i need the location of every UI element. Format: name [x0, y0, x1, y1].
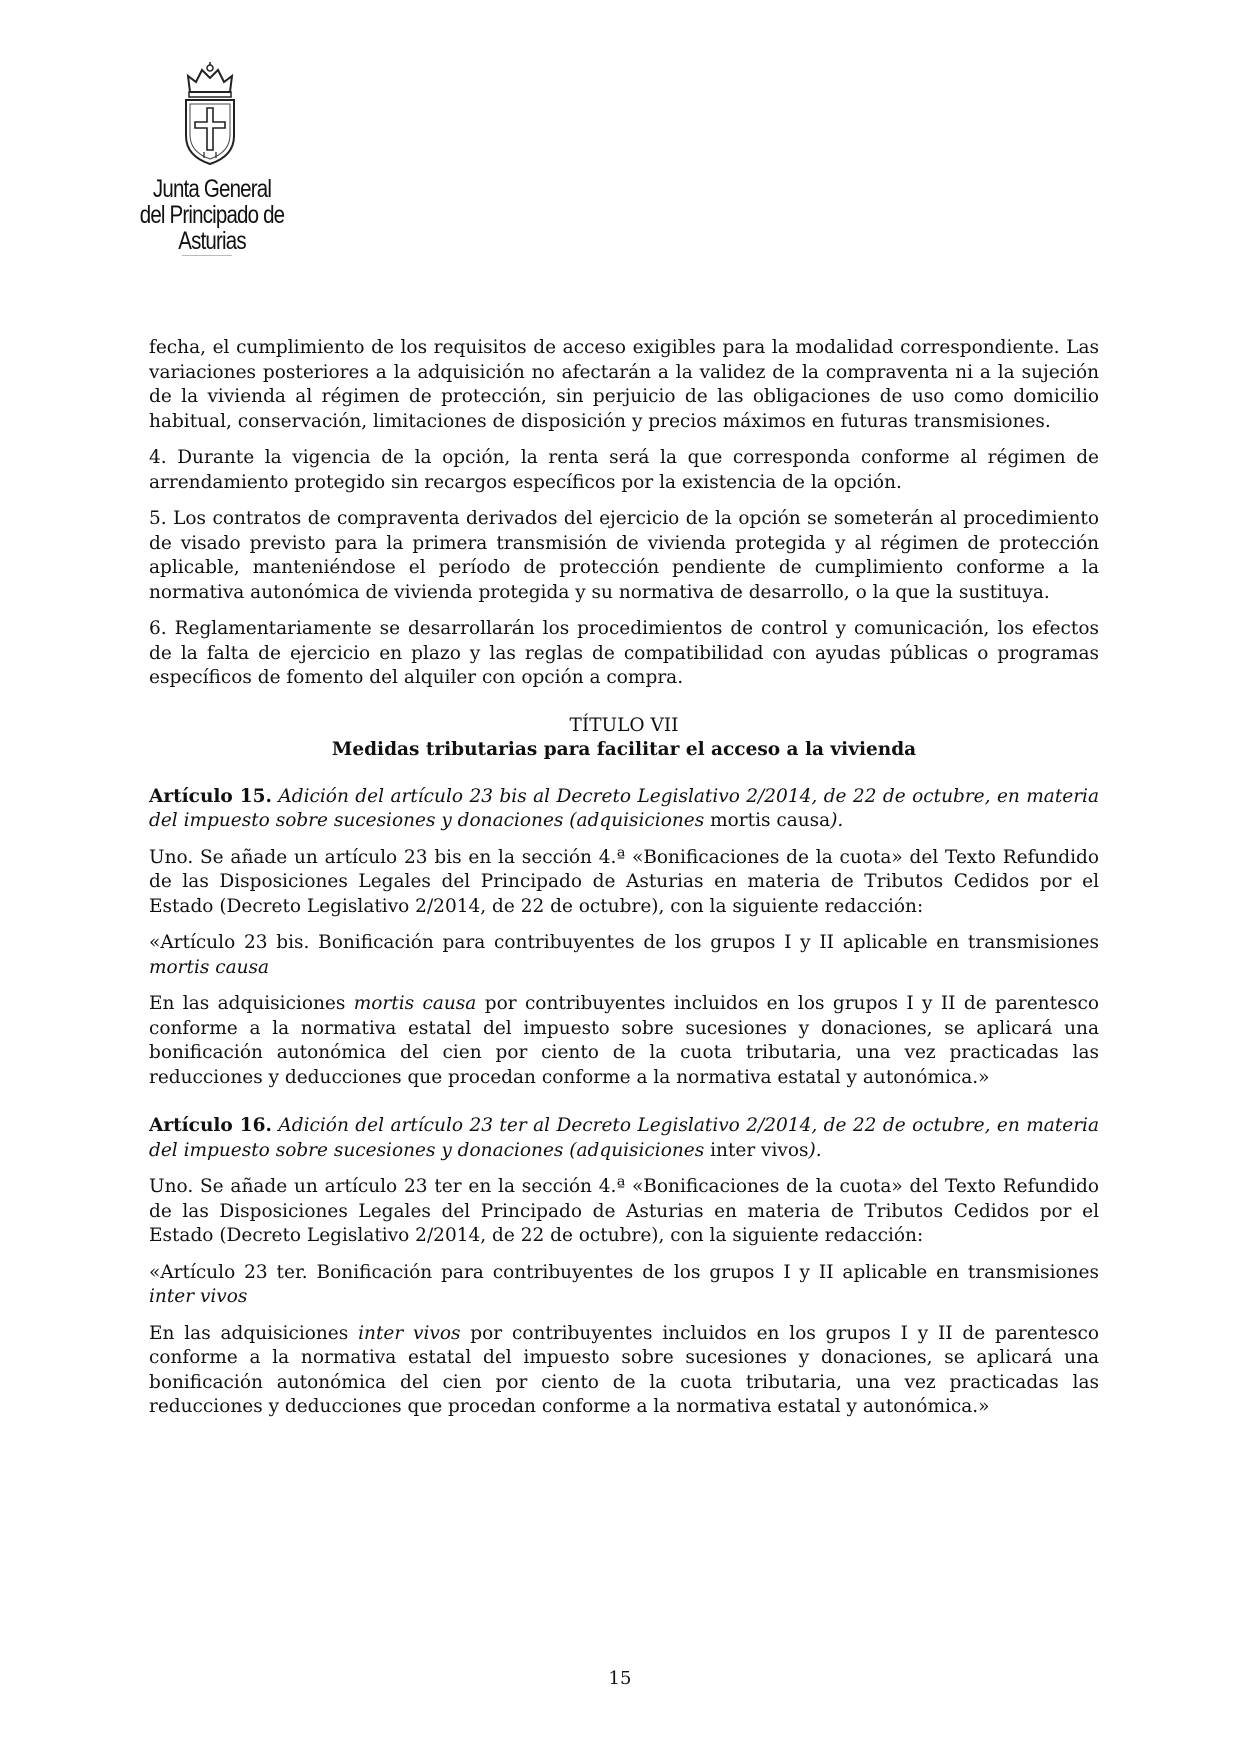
article-16-quote-title	[149, 1261, 1099, 1310]
title-subtitle: Medidas tributarias para facilitar el acceso a la vivienda	[331, 739, 917, 760]
document-body	[149, 336, 1099, 1432]
article-16-body-start: En las adquisiciones	[149, 1322, 349, 1344]
article-15-quote-title-text: «Artículo 23 bis. Bonificación para contribuyentes de los grupos I y II aplicable en transmisiones	[149, 932, 1099, 953]
paragraph-6: 6. Reglamentariamente se desarrollarán los procedimientos de control y comunicación, los efectos de la falta de ejercicio en plazo y las reglas de compatibilidad con ayudas públicas o programas específicos de fomento del alquiler con opción a compra.	[149, 618, 1099, 688]
article-16-body	[149, 1322, 1099, 1420]
title-heading	[149, 714, 1099, 763]
article-15-heading-text: Adición del artículo 23 bis al Decreto Legislativo 2/2014, de 22 de octubre, en materia del impuesto sobre sucesiones y donaciones (adquisiciones	[149, 785, 1099, 831]
institution-name-line2: del Principado de Asturias	[139, 201, 285, 255]
page-number: 15	[608, 1668, 632, 1689]
paragraph-5: 5. Los contratos de compraventa derivados del ejercicio de la opción se someterán al procedimiento de visado previsto para la primera transmisión de vivienda protegida y al régimen de protección aplicable, manteniéndose el período de protección pendiente de cumplimiento conforme a la normativa autonómica de vivienda protegida y su normativa de desarrollo, o la que la sustituya.	[149, 508, 1099, 603]
article-15-uno: Uno. Se añade un artículo 23 bis en la sección 4.ª «Bonificaciones de la cuota» del Texto Refundido de las Disposiciones Legales del Principado de Asturias en materia de Tributos Cedidos por el Estado (Decreto Legislativo 2/2014, de 22 de octubre), con la siguiente redacción:	[149, 846, 1099, 917]
article-15-body	[149, 992, 1099, 1090]
institution-name-line1: Junta General	[152, 175, 272, 203]
article-16-heading-term: inter vivos	[710, 1139, 809, 1161]
article-15-heading-end: ).	[830, 810, 844, 831]
article-15-body-start: En las adquisiciones	[149, 993, 346, 1014]
coat-of-arms-icon	[178, 62, 242, 166]
article-16-uno: Uno. Se añade un artículo 23 ter en la sección 4.ª «Bonificaciones de la cuota» del Texto Refundido de las Disposiciones Legales del Principado de Asturias en materia de Tributos Cedidos por el Estado (Decreto Legislativo 2/2014, de 22 de octubre), con la siguiente redacción:	[149, 1176, 1099, 1246]
article-16-heading-text: Adición del artículo 23 ter al Decreto Legislativo 2/2014, de 22 de octubre, en materia del impuesto sobre sucesiones y donaciones (adquisiciones	[149, 1115, 1099, 1161]
institution-name	[114, 176, 311, 254]
article-16-number: Artículo 16.	[149, 1115, 272, 1136]
article-16-quote-title-term: inter vivos	[149, 1286, 248, 1307]
article-16-heading-end: ).	[808, 1139, 822, 1161]
article-16-body-term: inter vivos	[358, 1322, 461, 1344]
article-15-body-term: mortis causa	[353, 993, 477, 1014]
article-15-quote-title	[149, 931, 1099, 980]
article-16-heading	[149, 1114, 1099, 1163]
title-label: TÍTULO VII	[569, 714, 679, 736]
article-15-body-rest: por contribuyentes incluidos en los grupos I y II de parentesco conforme a la normativa estatal del impuesto sobre sucesiones y donaciones, se aplicará una bonificación autonómica del cien por ciento de la cuota tributaria, una vez practicadas las reducciones y deducciones que procedan conforme a la normativa estatal y autonómica.»	[149, 993, 1099, 1088]
article-15-quote-title-term: mortis causa	[149, 956, 270, 978]
article-15-heading	[149, 785, 1099, 834]
paragraph-continuation: fecha, el cumplimiento de los requisitos de acceso exigibles para la modalidad correspondiente. Las variaciones posteriores a la adquisición no afectarán a la validez de la compraventa ni a la sujeción de la vivienda al régimen de protección, sin perjuicio de las obligaciones de uso como domicilio habitual, conservación, limitaciones de disposición y precios máximos en futuras transmisiones.	[149, 337, 1099, 432]
article-15-number: Artículo 15.	[149, 785, 272, 807]
article-16-body-rest: por contribuyentes incluidos en los grupos I y II de parentesco conforme a la normativa estatal del impuesto sobre sucesiones y donaciones, se aplicará una bonificación autonómica del cien por ciento de la cuota tributaria, una vez practicadas las reducciones y deducciones que procedan conforme a la normativa estatal y autonómica.»	[149, 1322, 1100, 1417]
logo-divider	[182, 255, 232, 256]
paragraph-4: 4. Durante la vigencia de la opción, la renta será la que corresponda conforme al régimen de arrendamiento protegido sin recargos específicos por la existencia de la opción.	[149, 447, 1099, 493]
article-16-quote-title-text: «Artículo 23 ter. Bonificación para contribuyentes de los grupos I y II aplicable en transmisiones	[149, 1261, 1099, 1283]
article-15-heading-term: mortis causa	[710, 810, 831, 831]
